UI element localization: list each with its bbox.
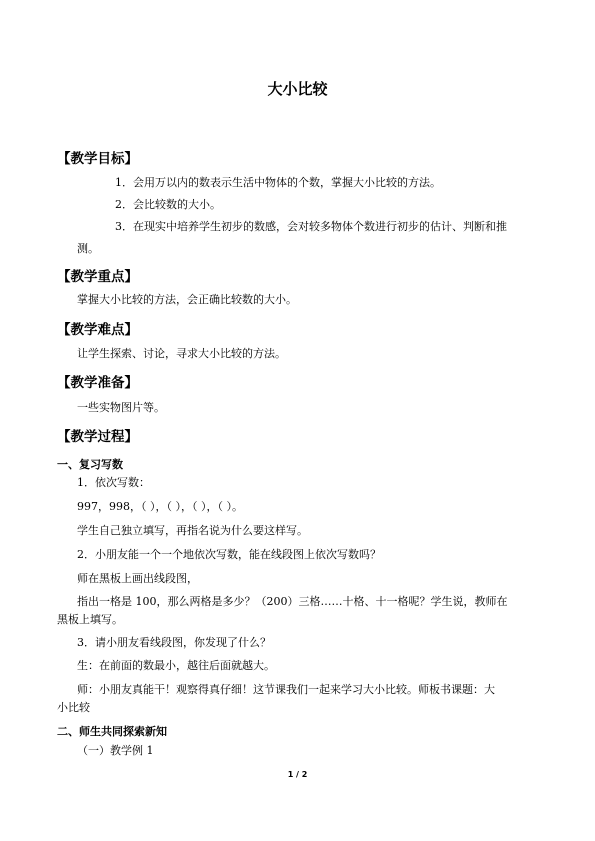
part1-line-1: 1．依次写数： — [77, 476, 150, 489]
part1-line-2: 997，998，（ ），（ ），（ ），（ ）。 — [77, 500, 243, 513]
objectives-heading: 【教学目标】 — [57, 151, 138, 167]
part1-line-11: 小比较 — [57, 701, 90, 714]
page-title: 大小比较 — [267, 80, 328, 98]
part1-line-8: 3．请小朋友看线段图，你发现了什么？ — [77, 636, 271, 649]
key-points-heading: 【教学重点】 — [57, 269, 138, 285]
preparation-heading: 【教学准备】 — [57, 375, 138, 391]
process-heading: 【教学过程】 — [57, 429, 138, 445]
preparation-text: 一些实物图片等。 — [77, 401, 165, 414]
part1-line-3: 学生自己独立填写，再指名说为什么要这样写。 — [77, 524, 308, 537]
key-points-text: 掌握大小比较的方法，会正确比较数的大小。 — [77, 293, 297, 306]
part1-line-5: 师在黑板上画出线段图， — [77, 572, 198, 585]
part2-heading: 二、师生共同探索新知 — [57, 725, 167, 738]
difficulties-heading: 【教学难点】 — [57, 322, 138, 338]
page-number: 1 / 2 — [287, 770, 308, 779]
objective-item-3: 3．在现实中培养学生初步的数感，会对较多物体个数进行初步的估计、判断和推 — [115, 220, 507, 233]
objective-item-2: 2．会比较数的大小。 — [115, 198, 221, 211]
part1-line-6: 指出一格是 100，那么两格是多少？（200）三格……十格、十一格呢？学生说，教师在 — [77, 595, 508, 608]
part1-line-4: 2．小朋友能一个一个地依次写数，能在线段图上依次写数吗？ — [77, 548, 381, 561]
part1-heading: 一、复习写数 — [57, 458, 123, 471]
part2-line-1: （一）教学例 1 — [77, 744, 154, 757]
part1-line-10: 师：小朋友真能干！观察得真仔细！这节课我们一起来学习大小比较。师板书课题：大 — [77, 683, 495, 696]
objective-item-3-continued: 测。 — [77, 242, 99, 255]
part1-line-9: 生：在前面的数最小，越往后面就越大。 — [77, 659, 275, 672]
objective-item-1: 1．会用万以内的数表示生活中物体的个数，掌握大小比较的方法。 — [115, 176, 441, 189]
difficulties-text: 让学生探索、讨论，寻求大小比较的方法。 — [77, 347, 286, 360]
part1-line-7: 黑板上填写。 — [57, 613, 123, 626]
